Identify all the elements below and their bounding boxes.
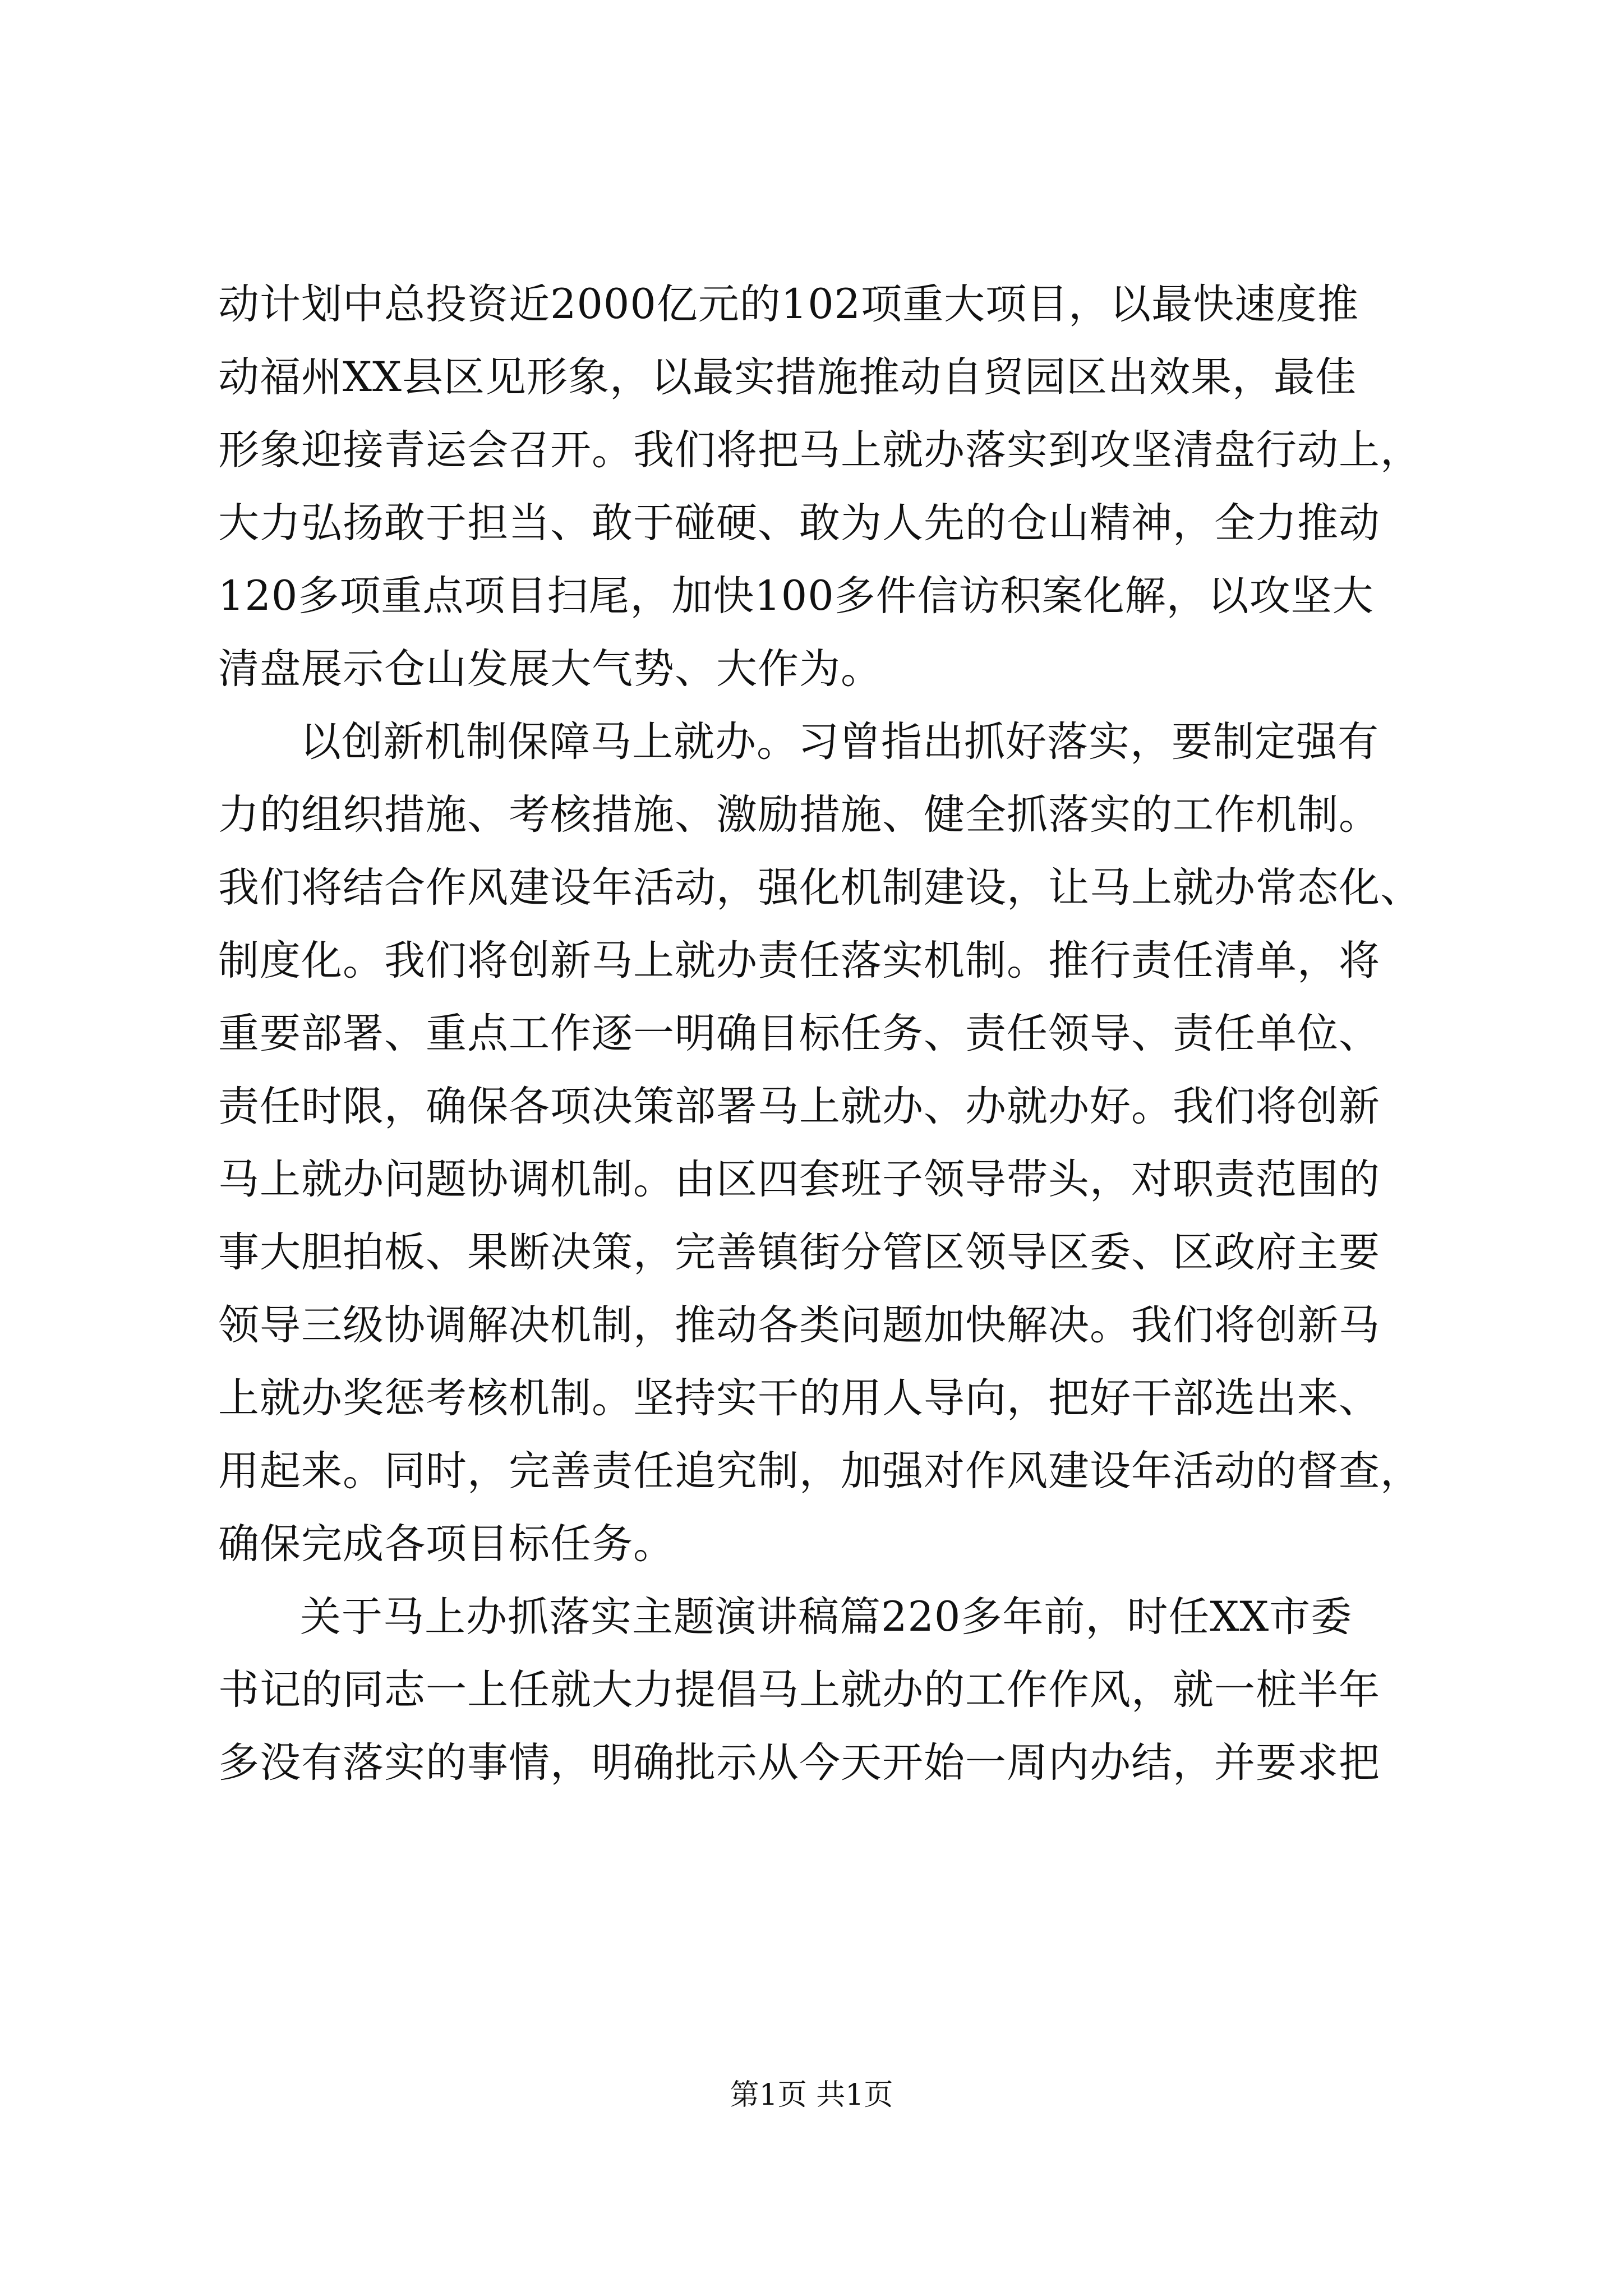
text-line: 重要部署、重点工作逐一明确目标任务、责任领导、责任单位、 xyxy=(218,1010,1380,1057)
text-line: 120多项重点项目扫尾，加快100多件信访积案化解，以攻坚大 xyxy=(218,572,1374,620)
text-line: 力的组织措施、考核措施、激励措施、健全抓落实的工作机制。 xyxy=(218,791,1380,839)
text-line: 动福州XX县区见形象，以最实措施推动自贸园区出效果，最佳 xyxy=(218,353,1357,401)
text-line: 动计划中总投资近2000亿元的102项重大项目，以最快速度推 xyxy=(218,280,1359,328)
text-line: 书记的同志一上任就大力提倡马上就办的工作作风，就一桩半年 xyxy=(218,1666,1380,1714)
text-line: 用起来。同时，完善责任追究制，加强对作风建设年活动的督查， xyxy=(218,1447,1422,1495)
text-line: 我们将结合作风建设年活动，强化机制建设，让马上就办常态化、 xyxy=(218,864,1422,912)
text-line: 形象迎接青运会召开。我们将把马上就办落实到攻坚清盘行动上， xyxy=(218,426,1422,474)
text-line: 上就办奖惩考核机制。坚持实干的用人导向，把好干部选出来、 xyxy=(218,1374,1380,1422)
text-line: 清盘展示仓山发展大气势、大作为。 xyxy=(218,645,882,693)
text-line: 制度化。我们将创新马上就办责任落实机制。推行责任清单，将 xyxy=(218,937,1380,984)
paragraph-start-line: 以创新机制保障马上就办。习曾指出抓好落实，要制定强有 xyxy=(300,718,1379,766)
text-line: 多没有落实的事情，明确批示从今天开始一周内办结，并要求把 xyxy=(218,1739,1380,1787)
text-line: 责任时限，确保各项决策部署马上就办、办就办好。我们将创新 xyxy=(218,1083,1380,1130)
text-line: 领导三级协调解决机制，推动各类问题加快解决。我们将创新马 xyxy=(218,1301,1380,1349)
text-line: 事大胆拍板、果断决策，完善镇街分管区领导区委、区政府主要 xyxy=(218,1228,1380,1276)
text-line: 马上就办问题协调机制。由区四套班子领导带头，对职责范围的 xyxy=(218,1156,1380,1203)
page-footer: 第1页 共1页 xyxy=(730,2078,893,2112)
paragraph-start-line: 关于马上办抓落实主题演讲稿篇220多年前，时任XX市委 xyxy=(300,1593,1353,1641)
text-line: 大力弘扬敢于担当、敢于碰硬、敢为人先的仓山精神，全力推动 xyxy=(218,499,1380,547)
text-line: 确保完成各项目标任务。 xyxy=(218,1520,675,1568)
